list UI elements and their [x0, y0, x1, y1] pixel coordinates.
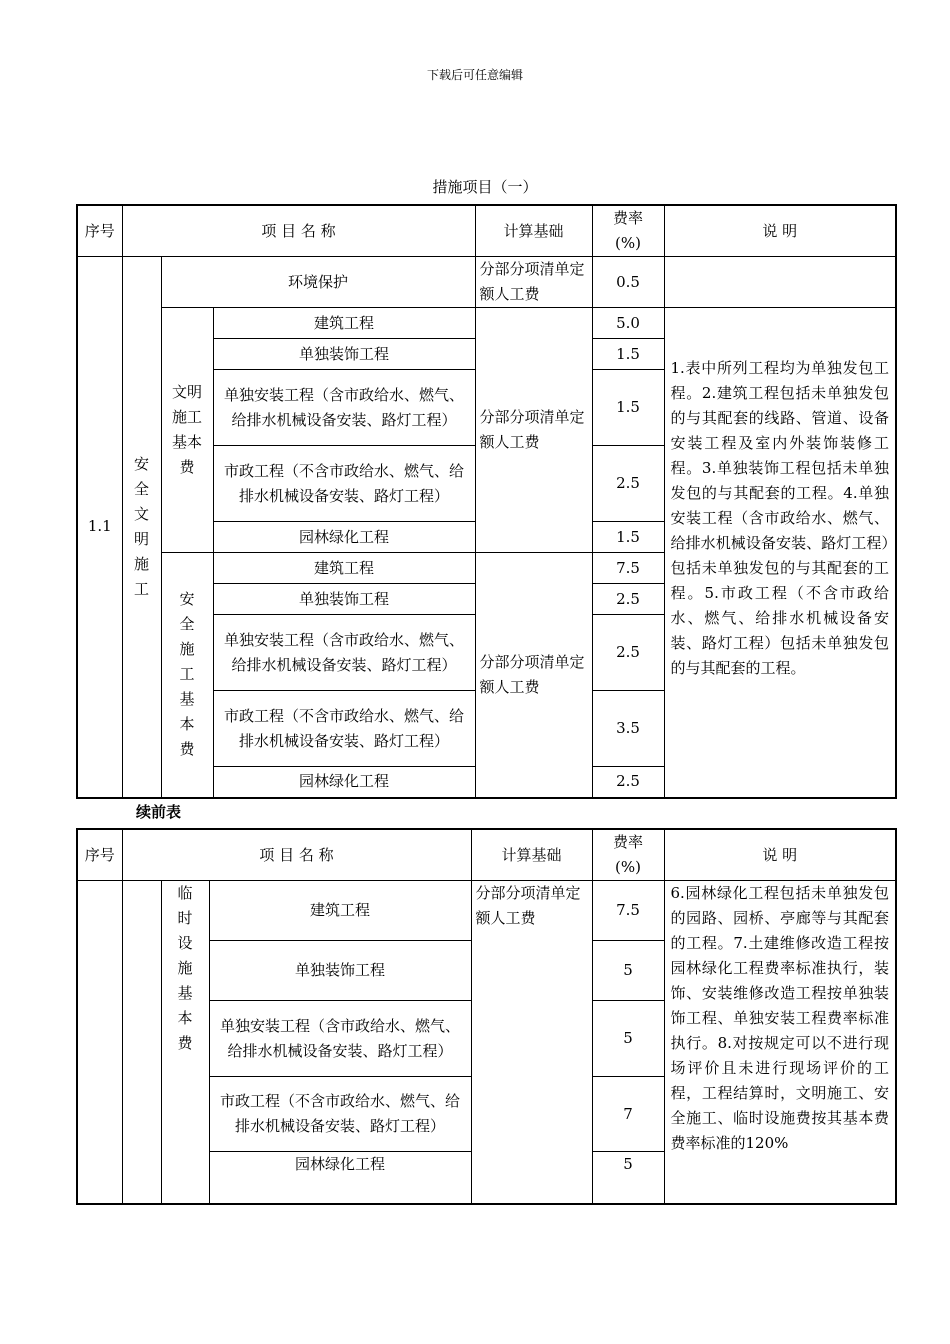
basis-cell: 分部分项清单定额人工费 [475, 553, 592, 798]
rate-cell: 7.5 [592, 881, 664, 941]
rate-cell: 2.5 [592, 615, 664, 691]
rate-cell: 5 [592, 1152, 664, 1204]
basis-cell: 分部分项清单定额人工费 [475, 308, 592, 553]
rate-cell: 5.0 [592, 308, 664, 339]
header-note: 下载后可任意编辑 [426, 68, 523, 82]
seq-cell-empty [77, 881, 122, 1204]
item-name-cell: 市政工程（不含市政给水、燃气、给排水机械设备安装、路灯工程） [209, 1077, 471, 1152]
seq-cell: 1.1 [77, 257, 122, 798]
page-title: 措施项目（一） [432, 178, 538, 196]
item-name-cell: 单独装饰工程 [209, 941, 471, 1001]
desc-cell-empty [664, 257, 896, 308]
item-name-cell: 单独装饰工程 [213, 584, 475, 615]
header-rate: 费率 (%) [592, 205, 664, 257]
desc-cell: 6.园林绿化工程包括未单独发包的园路、园桥、亭廊等与其配套的工程。7.土建维修改造工程按园林绿化工程费率标准执行，装饰、安装维修改造工程按单独装饰工程、单独安装工程费率标准执行。8.对按规定可以不进行现场评价且未进行现场评价的工程，工程结算时，文明施工、安全施工、临时设施费按其基本费费率标准的120% [664, 881, 896, 1204]
item-name-cell: 建筑工程 [213, 553, 475, 584]
category-cell-empty [122, 881, 161, 1204]
header-item-name: 项 目 名 称 [122, 829, 471, 881]
rate-cell: 3.5 [592, 691, 664, 767]
table-row [77, 308, 896, 339]
item-name-cell: 建筑工程 [213, 308, 475, 339]
group-label-cell: 临时设施基本费 [161, 881, 209, 1204]
header-seq: 序号 [77, 205, 122, 257]
header-desc: 说 明 [664, 205, 896, 257]
desc-cell: 1.表中所列工程均为单独发包工程。2.建筑工程包括未单独发包的与其配套的线路、管道、设备安装工程及室内外装饰装修工程。3.单独装饰工程包括未单独发包的与其配套的工程。4.单独安装工程（含市政给水、燃气、给排水机械设备安装、路灯工程）包括未单独发包的与其配套的工程。5.市政工程（不含市政给水、燃气、给排水机械设备安装、路灯工程）包括未单独发包的与其配套的工程。 [664, 308, 896, 798]
header-rate: 费率 (%) [592, 829, 664, 881]
rate-cell: 1.5 [592, 522, 664, 553]
item-name-cell: 环境保护 [161, 257, 475, 308]
header-basis: 计算基础 [475, 205, 592, 257]
rate-cell: 7.5 [592, 553, 664, 584]
group-label-cell: 文明施工基本费 [161, 308, 213, 553]
group-label-cell: 安全施工基本费 [161, 553, 213, 798]
rate-cell: 0.5 [592, 257, 664, 308]
category-cell: 安全文明施工 [122, 257, 161, 798]
table-row [77, 257, 896, 308]
item-name-cell: 市政工程（不含市政给水、燃气、给排水机械设备安装、路灯工程） [213, 446, 475, 522]
table-header-row [77, 205, 896, 257]
rate-cell: 2.5 [592, 767, 664, 798]
item-name-cell: 单独安装工程（含市政给水、燃气、给排水机械设备安装、路灯工程） [213, 370, 475, 446]
measures-table [76, 204, 897, 799]
item-name-cell: 单独安装工程（含市政给水、燃气、给排水机械设备安装、路灯工程） [209, 1001, 471, 1077]
measures-table-continued [76, 828, 897, 1205]
header-basis: 计算基础 [471, 829, 592, 881]
basis-cell: 分部分项清单定额人工费 [471, 881, 592, 1204]
table-header-row [77, 829, 896, 881]
header-seq: 序号 [77, 829, 122, 881]
item-name-cell: 建筑工程 [209, 881, 471, 941]
rate-cell: 2.5 [592, 446, 664, 522]
rate-cell: 1.5 [592, 339, 664, 370]
header-desc: 说 明 [664, 829, 896, 881]
rate-cell: 2.5 [592, 584, 664, 615]
rate-cell: 5 [592, 941, 664, 1001]
continued-label: 续前表 [136, 803, 182, 821]
rate-cell: 5 [592, 1001, 664, 1077]
item-name-cell: 单独装饰工程 [213, 339, 475, 370]
rate-cell: 1.5 [592, 370, 664, 446]
item-name-cell: 园林绿化工程 [213, 767, 475, 798]
rate-cell: 7 [592, 1077, 664, 1152]
item-name-cell: 园林绿化工程 [209, 1152, 471, 1204]
item-name-cell: 园林绿化工程 [213, 522, 475, 553]
header-item-name: 项 目 名 称 [122, 205, 475, 257]
item-name-cell: 单独安装工程（含市政给水、燃气、给排水机械设备安装、路灯工程） [213, 615, 475, 691]
table-row [77, 881, 896, 941]
basis-cell: 分部分项清单定额人工费 [475, 257, 592, 308]
item-name-cell: 市政工程（不含市政给水、燃气、给排水机械设备安装、路灯工程） [213, 691, 475, 767]
